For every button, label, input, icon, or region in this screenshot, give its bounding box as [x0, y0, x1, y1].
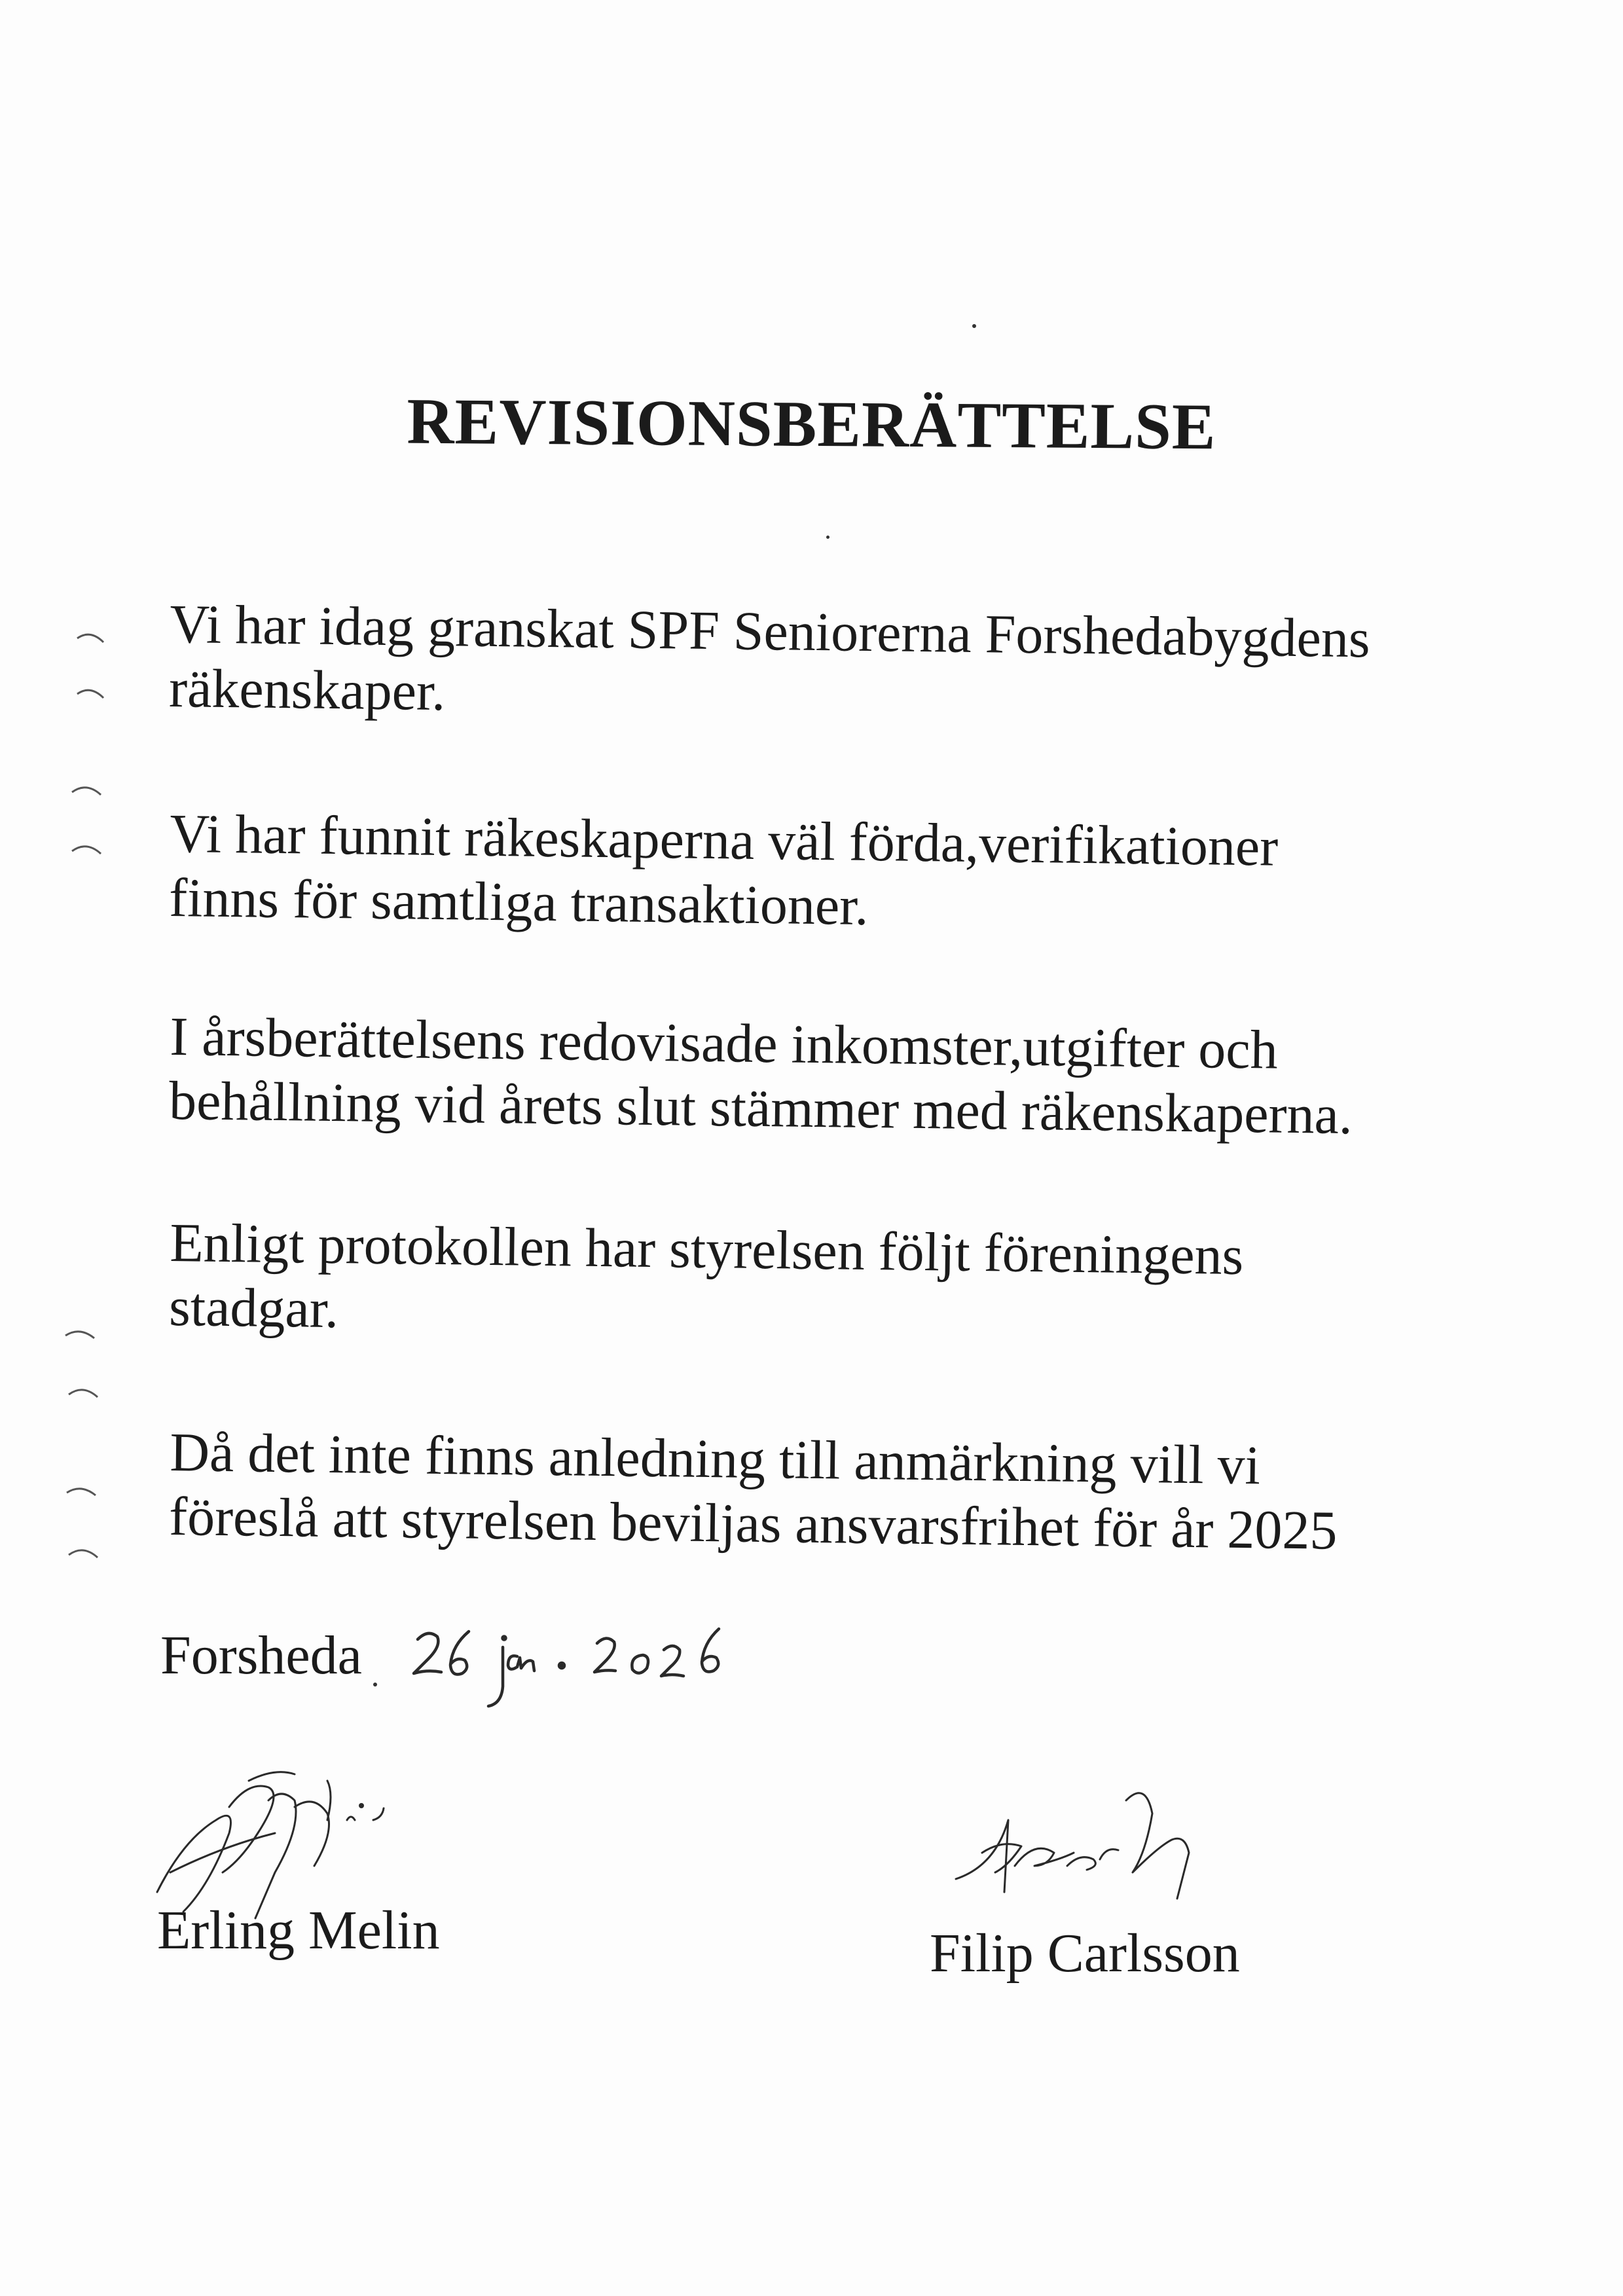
place-dot	[373, 1683, 377, 1686]
paragraph-4	[169, 1211, 1545, 1357]
paragraph-5	[169, 1421, 1545, 1566]
paragraph-3-line-2: behållning vid årets slut stämmer med räkenskaperna.	[168, 1070, 1353, 1146]
paragraph-2	[169, 802, 1545, 947]
document-title: REVISIONSBERÄTTELSE	[407, 384, 1216, 464]
paragraph-5-line-1: Då det inte finns anledning till anmärkning vill vi	[169, 1421, 1261, 1497]
scan-speck	[972, 324, 976, 328]
paragraph-2-line-2: finns för samtliga transaktioner.	[168, 867, 869, 938]
paragraph-4-line-1: Enligt protokollen har styrelsen följt föreningens	[169, 1212, 1244, 1287]
signature-filip-carlsson	[943, 1768, 1244, 1925]
signatory-1-name: Erling Melin	[157, 1900, 440, 1961]
paragraph-4-line-2: stadgar.	[168, 1276, 339, 1340]
paragraph-1	[169, 592, 1545, 738]
paragraph-3	[169, 1005, 1545, 1150]
paragraph-1-line-1: Vi har idag granskat SPF Seniorerna Forshedabygdens	[169, 593, 1371, 670]
paragraph-5-line-2: föreslå att styrelsen beviljas ansvarsfrihet för år 2025	[168, 1485, 1338, 1561]
scan-speck	[826, 536, 830, 539]
handwritten-date	[406, 1617, 773, 1722]
paragraph-3-line-1: I årsberättelsens redovisade inkomster,utgifter och	[169, 1006, 1279, 1081]
signatory-2-name: Filip Carlsson	[930, 1923, 1240, 1984]
place-label: Forsheda	[160, 1625, 362, 1686]
paragraph-2-line-1: Vi har funnit räkeskaperna väl förda,verifikationer	[169, 803, 1279, 878]
paragraph-1-line-2: räkenskaper.	[168, 657, 446, 723]
